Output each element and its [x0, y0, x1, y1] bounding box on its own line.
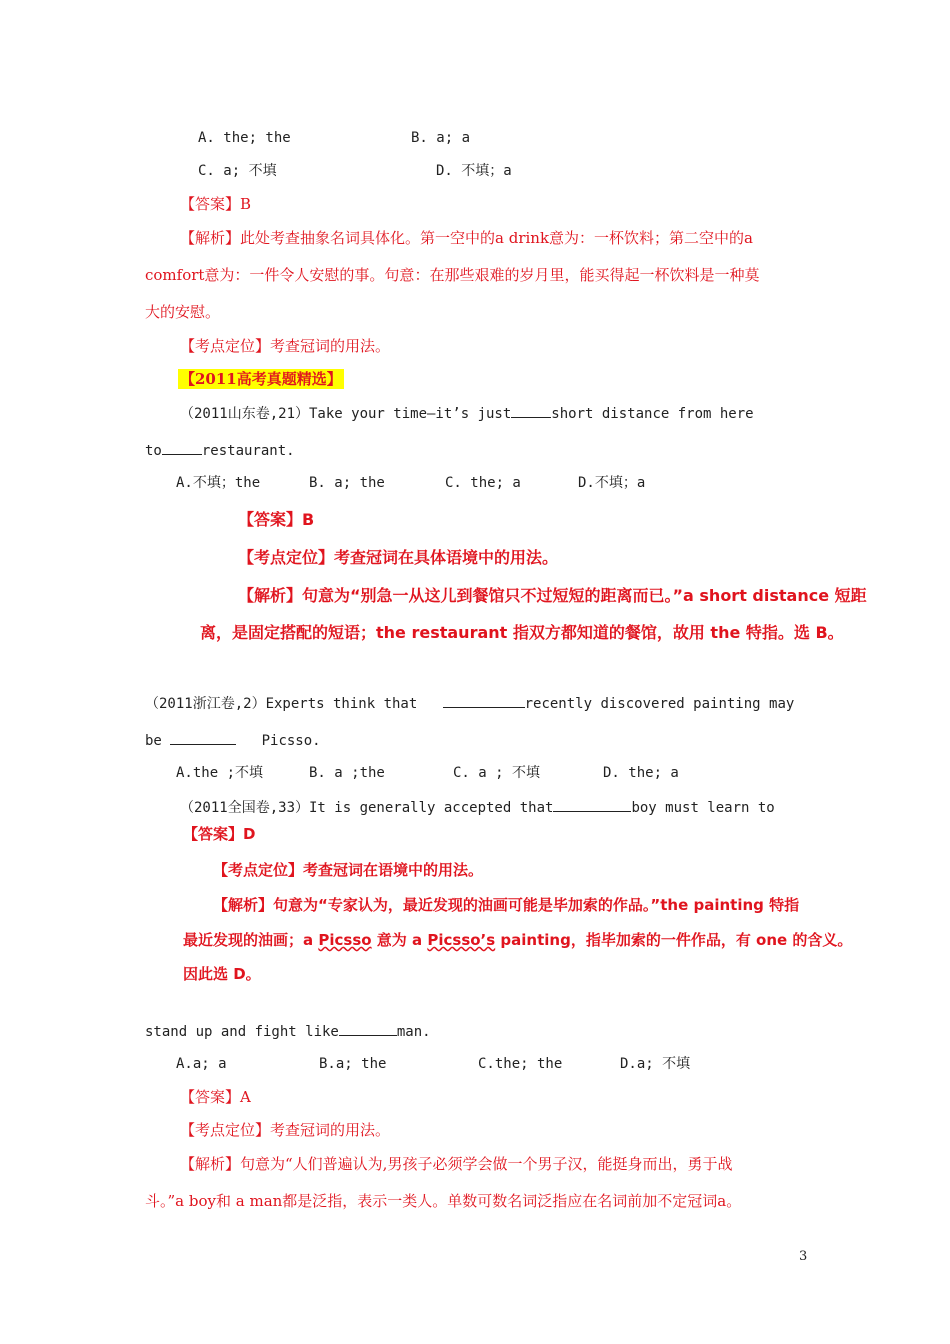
option-a: A.the ;不填: [176, 765, 264, 781]
stem-part: （2011全国卷,33）It is generally accepted that: [180, 800, 554, 816]
analysis-line: 【解析】句意为“人们普遍认为,男孩子必须学会做一个男子汉，能挺身而出，勇于战: [180, 1155, 733, 1173]
stem-part: stand up and fight like: [145, 1024, 339, 1040]
misspelled-word: Picsso: [318, 931, 372, 949]
option-a: A. the; the: [198, 130, 291, 146]
answer-label: 【答案】B: [238, 510, 315, 529]
option-b: B. a; the: [309, 475, 385, 491]
option-d: D.a; 不填: [620, 1056, 691, 1072]
option-b: B. a; a: [411, 130, 471, 146]
answer-blank: [511, 403, 551, 418]
question-stem: [145, 730, 321, 751]
option-a: A.a; a: [176, 1056, 227, 1072]
stem-part: （2011山东卷,21）Take your time—it’s just: [180, 406, 512, 422]
question-stem: [145, 693, 794, 714]
point-label: 【考点定位】考查冠词的用法。: [180, 337, 391, 355]
option-c: C. the; a: [445, 475, 521, 491]
answer-blank: [339, 1021, 397, 1036]
option-d: D. the; a: [603, 765, 679, 781]
stem-part: short distance from here: [551, 406, 754, 422]
stem-part: restaurant.: [201, 443, 295, 459]
question-stem: [180, 797, 775, 818]
option-c: C. a; 不填: [198, 163, 277, 179]
section-title-text: 【2011高考真题精选】: [180, 370, 342, 388]
option-c: C.the; the: [478, 1056, 563, 1072]
analysis-part: painting，指毕加索的一件作品，有 one 的含义。: [495, 931, 853, 949]
answer-blank: [553, 797, 631, 812]
option-b: B.a; the: [319, 1056, 387, 1072]
analysis-line: [183, 930, 852, 950]
stem-part: recently discovered painting may: [524, 696, 795, 712]
stem-part: Picsso.: [261, 733, 321, 749]
answer-label: 【答案】A: [180, 1088, 251, 1106]
answer-label: 【答案】B: [180, 195, 252, 213]
analysis-line: 【解析】此处考查抽象名词具体化。第一空中的a drink意为：一杯饮料；第二空中的a: [180, 229, 753, 247]
point-label: 【考点定位】考查冠词的用法。: [180, 1121, 391, 1139]
answer-blank: [170, 730, 236, 745]
analysis-line: 大的安慰。: [145, 303, 221, 321]
stem-part: man.: [396, 1024, 431, 1040]
option-d: D.不填；a: [578, 475, 646, 491]
section-title: [178, 369, 344, 389]
analysis-line: 【解析】句意为“别急一从这儿到餐馆只不过短短的距离而已。”a short distance 短距: [238, 586, 867, 605]
question-stem: [180, 403, 754, 424]
analysis-part: 最近发现的油画；a: [183, 931, 319, 949]
option-c: C. a ; 不填: [453, 765, 541, 781]
option-b: B. a ;the: [309, 765, 385, 781]
analysis-line: comfort意为：一件令人安慰的事。句意：在那些艰难的岁月里，能买得起一杯饮料是一种莫: [145, 266, 760, 284]
answer-blank: [162, 440, 202, 455]
point-label: 【考点定位】考查冠词在语境中的用法。: [213, 861, 484, 879]
analysis-line: 离，是固定搭配的短语；the restaurant 指双方都知道的餐馆，故用 the 特指。选 B。: [200, 623, 844, 642]
stem-part: to: [145, 443, 162, 459]
option-d: D. 不填；a: [436, 163, 512, 179]
analysis-part: 意为 a: [371, 931, 428, 949]
page-number: 3: [799, 1249, 808, 1264]
question-stem: [145, 1021, 431, 1042]
question-stem: [145, 440, 295, 461]
answer-label: 【答案】D: [183, 825, 256, 843]
stem-part: be: [145, 733, 162, 749]
stem-part: （2011浙江卷,2）Experts think that: [145, 696, 418, 712]
analysis-line: 因此选 D。: [183, 965, 261, 983]
analysis-line: 斗。”a boy和 a man都是泛指，表示一类人。单数可数名词泛指应在名词前加不定冠词a。: [145, 1192, 742, 1210]
point-label: 【考点定位】考查冠词在具体语境中的用法。: [238, 548, 559, 567]
analysis-line: 【解析】句意为“专家认为，最近发现的油画可能是毕加索的作品。”the painting 特指: [213, 896, 800, 914]
misspelled-word: Picsso’s: [427, 931, 496, 949]
stem-part: boy must learn to: [631, 800, 775, 816]
option-a: A.不填；the: [176, 475, 261, 491]
answer-blank: [443, 693, 525, 708]
